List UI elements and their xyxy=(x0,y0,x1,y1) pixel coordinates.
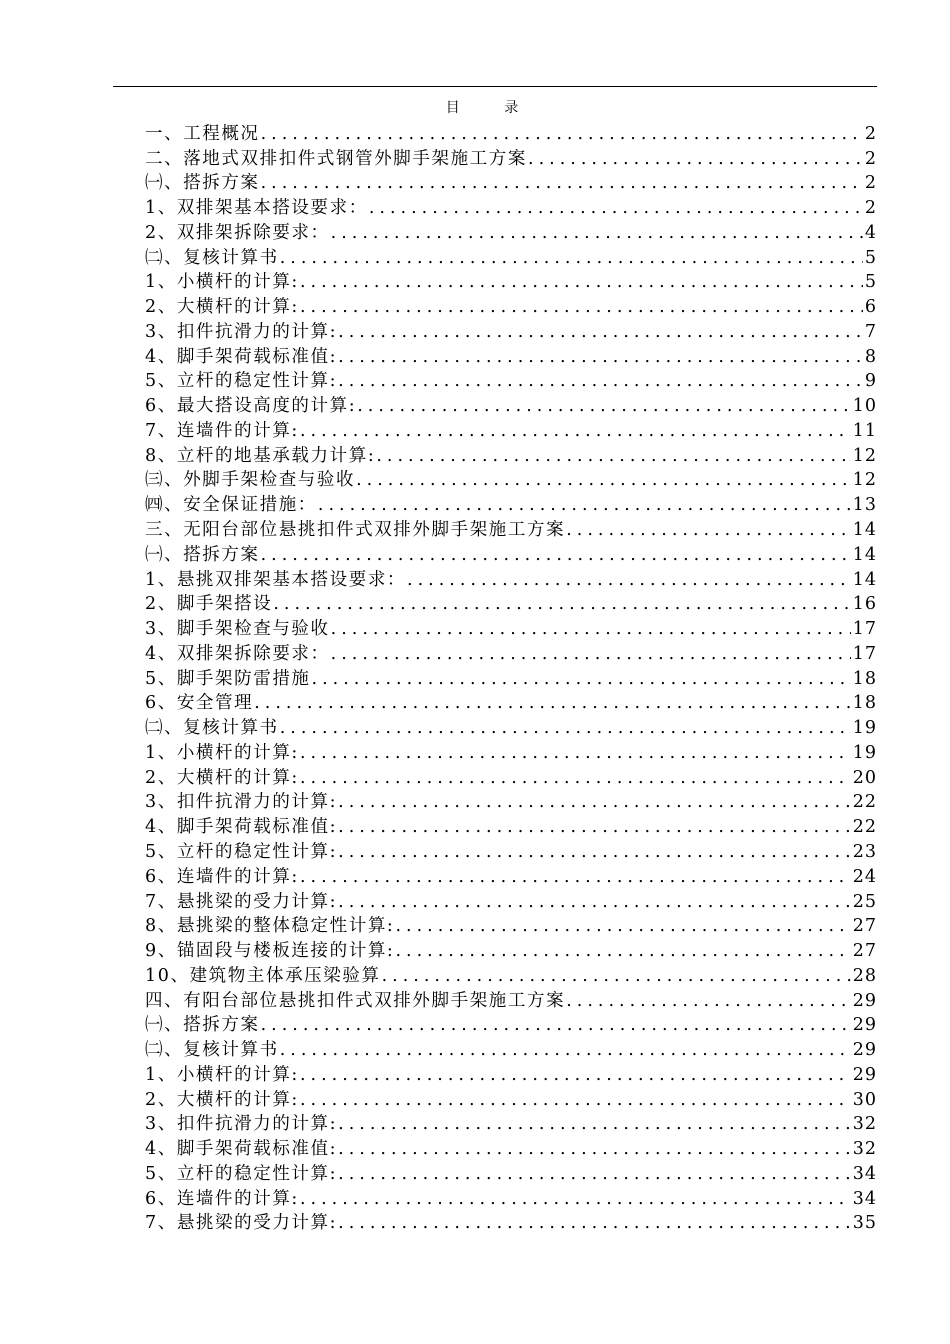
toc-dot-leader xyxy=(311,669,851,689)
toc-entry[interactable] xyxy=(145,912,877,937)
toc-entry-page-number: 19 xyxy=(852,742,877,763)
toc-entry-page-number: 30 xyxy=(852,1089,877,1110)
toc-dot-leader xyxy=(337,892,851,912)
toc-entry-label: ㈣、安全保证措施： xyxy=(145,495,317,516)
toc-dot-leader xyxy=(337,792,851,812)
toc-entry-label: 6、连墙件的计算: xyxy=(145,1188,299,1209)
toc-entry-page-number: 22 xyxy=(852,792,877,813)
toc-entry[interactable] xyxy=(145,292,877,317)
toc-dot-leader xyxy=(299,867,851,887)
toc-entry-page-number: 32 xyxy=(852,1139,877,1160)
toc-entry-label: 7、悬挑梁的受力计算: xyxy=(145,1213,338,1234)
toc-entry[interactable] xyxy=(145,738,877,763)
toc-entry-page-number: 8 xyxy=(864,346,877,367)
toc-entry-page-number: 5 xyxy=(864,247,877,268)
toc-entry-page-number: 18 xyxy=(852,668,877,689)
toc-entry[interactable] xyxy=(145,812,877,837)
toc-entry-label: 2、大横杆的计算: xyxy=(145,1089,299,1110)
toc-entry-page-number: 28 xyxy=(852,965,877,986)
toc-entry-label: 8、立杆的地基承载力计算: xyxy=(145,445,376,466)
toc-entry[interactable] xyxy=(145,590,877,615)
toc-dot-leader xyxy=(356,396,850,416)
toc-entry-label: 3、扣件抗滑力的计算: xyxy=(145,792,338,813)
toc-entry-page-number: 4 xyxy=(864,222,877,243)
header-rule xyxy=(113,86,877,87)
toc-entry-page-number: 12 xyxy=(852,445,877,466)
toc-entry-label: ㈠、搭拆方案 xyxy=(145,544,260,565)
toc-entry-label: 2、大横杆的计算: xyxy=(145,767,299,788)
toc-entry-label: ㈠、搭拆方案 xyxy=(145,173,260,194)
toc-entry-page-number: 14 xyxy=(852,569,877,590)
toc-dot-leader xyxy=(299,768,851,788)
toc-entry-page-number: 29 xyxy=(852,1040,877,1061)
toc-entry-label: ㈡、复核计算书 xyxy=(145,247,279,268)
toc-entry[interactable] xyxy=(145,1085,877,1110)
toc-entry-page-number: 11 xyxy=(852,420,877,441)
toc-dot-leader xyxy=(337,371,863,391)
toc-entry-page-number: 2 xyxy=(864,173,877,194)
toc-dot-leader xyxy=(337,817,851,837)
toc-entry-label: 10、建筑物主体承压梁验算 xyxy=(145,965,381,986)
toc-entry-page-number: 23 xyxy=(852,841,877,862)
toc-entry-page-number: 9 xyxy=(864,371,877,392)
toc-entry-label: 2、大横杆的计算: xyxy=(145,297,299,318)
toc-entry-page-number: 29 xyxy=(852,1064,877,1085)
toc-entry[interactable] xyxy=(145,540,877,565)
toc-entry[interactable] xyxy=(145,119,877,144)
toc-dot-leader xyxy=(527,149,863,169)
toc-entry[interactable] xyxy=(145,1159,877,1184)
table-of-contents xyxy=(145,119,877,1233)
toc-entry-page-number: 16 xyxy=(852,594,877,615)
toc-dot-leader xyxy=(375,446,850,466)
toc-entry-page-number: 14 xyxy=(852,544,877,565)
toc-entry[interactable] xyxy=(145,713,877,738)
toc-dot-leader xyxy=(260,545,851,565)
toc-dot-leader xyxy=(394,941,850,961)
toc-entry-label: 6、连墙件的计算: xyxy=(145,866,299,887)
toc-entry[interactable] xyxy=(145,639,877,664)
toc-dot-leader xyxy=(337,1213,851,1233)
toc-entry[interactable] xyxy=(145,936,877,961)
toc-dot-leader xyxy=(406,570,851,590)
toc-entry-page-number: 2 xyxy=(864,123,877,144)
toc-entry-label: 2、脚手架搭设 xyxy=(145,594,273,615)
toc-dot-leader xyxy=(299,1090,851,1110)
toc-entry-label: ㈢、外脚手架检查与验收 xyxy=(145,470,356,491)
toc-entry-page-number: 6 xyxy=(864,297,877,318)
toc-entry[interactable] xyxy=(145,1060,877,1085)
toc-entry-page-number: 35 xyxy=(852,1213,877,1234)
toc-entry-label: 二、落地式双排扣件式钢管外脚手架施工方案 xyxy=(145,148,527,169)
toc-entry-label: 3、脚手架检查与验收 xyxy=(145,619,330,640)
toc-entry[interactable] xyxy=(145,689,877,714)
toc-entry[interactable] xyxy=(145,367,877,392)
toc-entry-page-number: 34 xyxy=(852,1163,877,1184)
toc-entry-page-number: 17 xyxy=(852,643,877,664)
toc-entry-page-number: 2 xyxy=(864,148,877,169)
toc-entry-label: 1、小横杆的计算: xyxy=(145,1064,299,1085)
toc-entry-label: 4、脚手架荷载标准值: xyxy=(145,817,338,838)
toc-dot-leader xyxy=(337,1114,851,1134)
toc-entry-page-number: 20 xyxy=(852,767,877,788)
toc-entry[interactable] xyxy=(145,788,877,813)
toc-entry[interactable] xyxy=(145,515,877,540)
toc-dot-leader xyxy=(337,842,851,862)
toc-entry-label: 三、无阳台部位悬挑扣件式双排外脚手架施工方案 xyxy=(145,520,566,541)
toc-entry-label: 4、脚手架荷载标准值: xyxy=(145,346,338,367)
toc-entry-page-number: 22 xyxy=(852,817,877,838)
toc-dot-leader xyxy=(337,1164,851,1184)
toc-dot-leader xyxy=(299,743,851,763)
toc-entry-page-number: 34 xyxy=(852,1188,877,1209)
toc-dot-leader xyxy=(299,1065,851,1085)
toc-dot-leader xyxy=(260,124,863,144)
toc-entry-page-number: 17 xyxy=(852,619,877,640)
toc-dot-leader xyxy=(330,644,851,664)
toc-entry-label: 7、连墙件的计算: xyxy=(145,420,299,441)
toc-entry-label: 3、扣件抗滑力的计算: xyxy=(145,1114,338,1135)
toc-entry-label: ㈠、搭拆方案 xyxy=(145,1015,260,1036)
toc-entry-label: 4、脚手架荷载标准值: xyxy=(145,1139,338,1160)
toc-entry[interactable] xyxy=(145,862,877,887)
toc-entry[interactable] xyxy=(145,441,877,466)
toc-entry[interactable] xyxy=(145,763,877,788)
toc-entry[interactable] xyxy=(145,1184,877,1209)
toc-entry[interactable] xyxy=(145,1209,877,1234)
toc-entry-page-number: 14 xyxy=(852,520,877,541)
toc-entry-label: 9、锚固段与楼板连接的计算: xyxy=(145,941,395,962)
toc-dot-leader xyxy=(253,693,850,713)
toc-entry-label: 2、双排架拆除要求： xyxy=(145,222,330,243)
toc-entry[interactable] xyxy=(145,1035,877,1060)
toc-entry-label: 5、脚手架防雷措施 xyxy=(145,668,311,689)
toc-entry-label: 8、悬挑梁的整体稳定性计算: xyxy=(145,916,395,937)
toc-entry-page-number: 25 xyxy=(852,891,877,912)
toc-title: 目 录 xyxy=(445,100,539,116)
toc-entry-label: 1、小横杆的计算: xyxy=(145,742,299,763)
toc-dot-leader xyxy=(337,322,863,342)
toc-entry-page-number: 10 xyxy=(852,396,877,417)
toc-dot-leader xyxy=(279,1040,851,1060)
toc-entry-label: 5、立杆的稳定性计算: xyxy=(145,371,338,392)
toc-entry-label: ㈡、复核计算书 xyxy=(145,718,279,739)
toc-entry-page-number: 13 xyxy=(852,495,877,516)
toc-dot-leader xyxy=(337,1139,851,1159)
toc-dot-leader xyxy=(394,916,850,936)
toc-entry-page-number: 12 xyxy=(852,470,877,491)
toc-entry-label: 一、工程概况 xyxy=(145,123,260,144)
toc-dot-leader xyxy=(279,248,863,268)
toc-dot-leader xyxy=(317,495,851,515)
toc-entry[interactable] xyxy=(145,317,877,342)
toc-entry[interactable] xyxy=(145,169,877,194)
toc-dot-leader xyxy=(565,520,851,540)
toc-entry[interactable] xyxy=(145,837,877,862)
toc-entry-label: 5、立杆的稳定性计算: xyxy=(145,841,338,862)
toc-dot-leader xyxy=(299,272,863,292)
toc-dot-leader xyxy=(330,223,863,243)
toc-entry[interactable] xyxy=(145,144,877,169)
toc-dot-leader xyxy=(330,619,851,639)
toc-entry[interactable] xyxy=(145,887,877,912)
toc-entry-label: 7、悬挑梁的受力计算: xyxy=(145,891,338,912)
toc-dot-leader xyxy=(299,1189,851,1209)
toc-entry-label: 1、小横杆的计算: xyxy=(145,272,299,293)
toc-entry[interactable] xyxy=(145,268,877,293)
toc-entry-label: 1、双排架基本搭设要求： xyxy=(145,198,368,219)
toc-entry[interactable] xyxy=(145,986,877,1011)
toc-entry-page-number: 5 xyxy=(864,272,877,293)
toc-entry[interactable] xyxy=(145,193,877,218)
toc-dot-leader xyxy=(299,297,863,317)
toc-entry[interactable] xyxy=(145,1110,877,1135)
toc-dot-leader xyxy=(565,991,851,1011)
toc-entry[interactable] xyxy=(145,1011,877,1036)
toc-entry-page-number: 29 xyxy=(852,990,877,1011)
toc-entry-page-number: 7 xyxy=(864,321,877,342)
toc-entry[interactable] xyxy=(145,1134,877,1159)
toc-dot-leader xyxy=(260,173,863,193)
toc-entry[interactable] xyxy=(145,218,877,243)
toc-entry-label: 四、有阳台部位悬挑扣件式双排外脚手架施工方案 xyxy=(145,990,566,1011)
toc-entry-page-number: 29 xyxy=(852,1015,877,1036)
toc-entry-label: 1、悬挑双排架基本搭设要求： xyxy=(145,569,407,590)
toc-dot-leader xyxy=(337,347,863,367)
toc-entry[interactable] xyxy=(145,342,877,367)
toc-entry-label: 6、安全管理 xyxy=(145,693,254,714)
toc-entry[interactable] xyxy=(145,614,877,639)
toc-entry[interactable] xyxy=(145,664,877,689)
toc-entry-label: 5、立杆的稳定性计算: xyxy=(145,1163,338,1184)
toc-entry-label: 4、双排架拆除要求： xyxy=(145,643,330,664)
toc-entry-page-number: 19 xyxy=(852,718,877,739)
toc-dot-leader xyxy=(381,966,851,986)
toc-entry-page-number: 27 xyxy=(852,916,877,937)
toc-entry[interactable] xyxy=(145,565,877,590)
toc-dot-leader xyxy=(368,198,863,218)
toc-entry[interactable] xyxy=(145,490,877,515)
toc-entry-page-number: 27 xyxy=(852,941,877,962)
toc-entry-label: ㈡、复核计算书 xyxy=(145,1040,279,1061)
toc-entry-page-number: 24 xyxy=(852,866,877,887)
toc-dot-leader xyxy=(299,421,851,441)
toc-entry[interactable] xyxy=(145,466,877,491)
toc-dot-leader xyxy=(272,594,850,614)
toc-entry[interactable] xyxy=(145,416,877,441)
toc-entry-label: 3、扣件抗滑力的计算: xyxy=(145,321,338,342)
toc-entry-label: 6、最大搭设高度的计算: xyxy=(145,396,357,417)
toc-entry-page-number: 2 xyxy=(864,198,877,219)
toc-entry[interactable] xyxy=(145,391,877,416)
toc-dot-leader xyxy=(260,1015,851,1035)
toc-entry[interactable] xyxy=(145,243,877,268)
toc-entry-page-number: 32 xyxy=(852,1114,877,1135)
toc-dot-leader xyxy=(355,470,851,490)
toc-entry[interactable] xyxy=(145,961,877,986)
toc-dot-leader xyxy=(279,718,851,738)
toc-entry-page-number: 18 xyxy=(852,693,877,714)
